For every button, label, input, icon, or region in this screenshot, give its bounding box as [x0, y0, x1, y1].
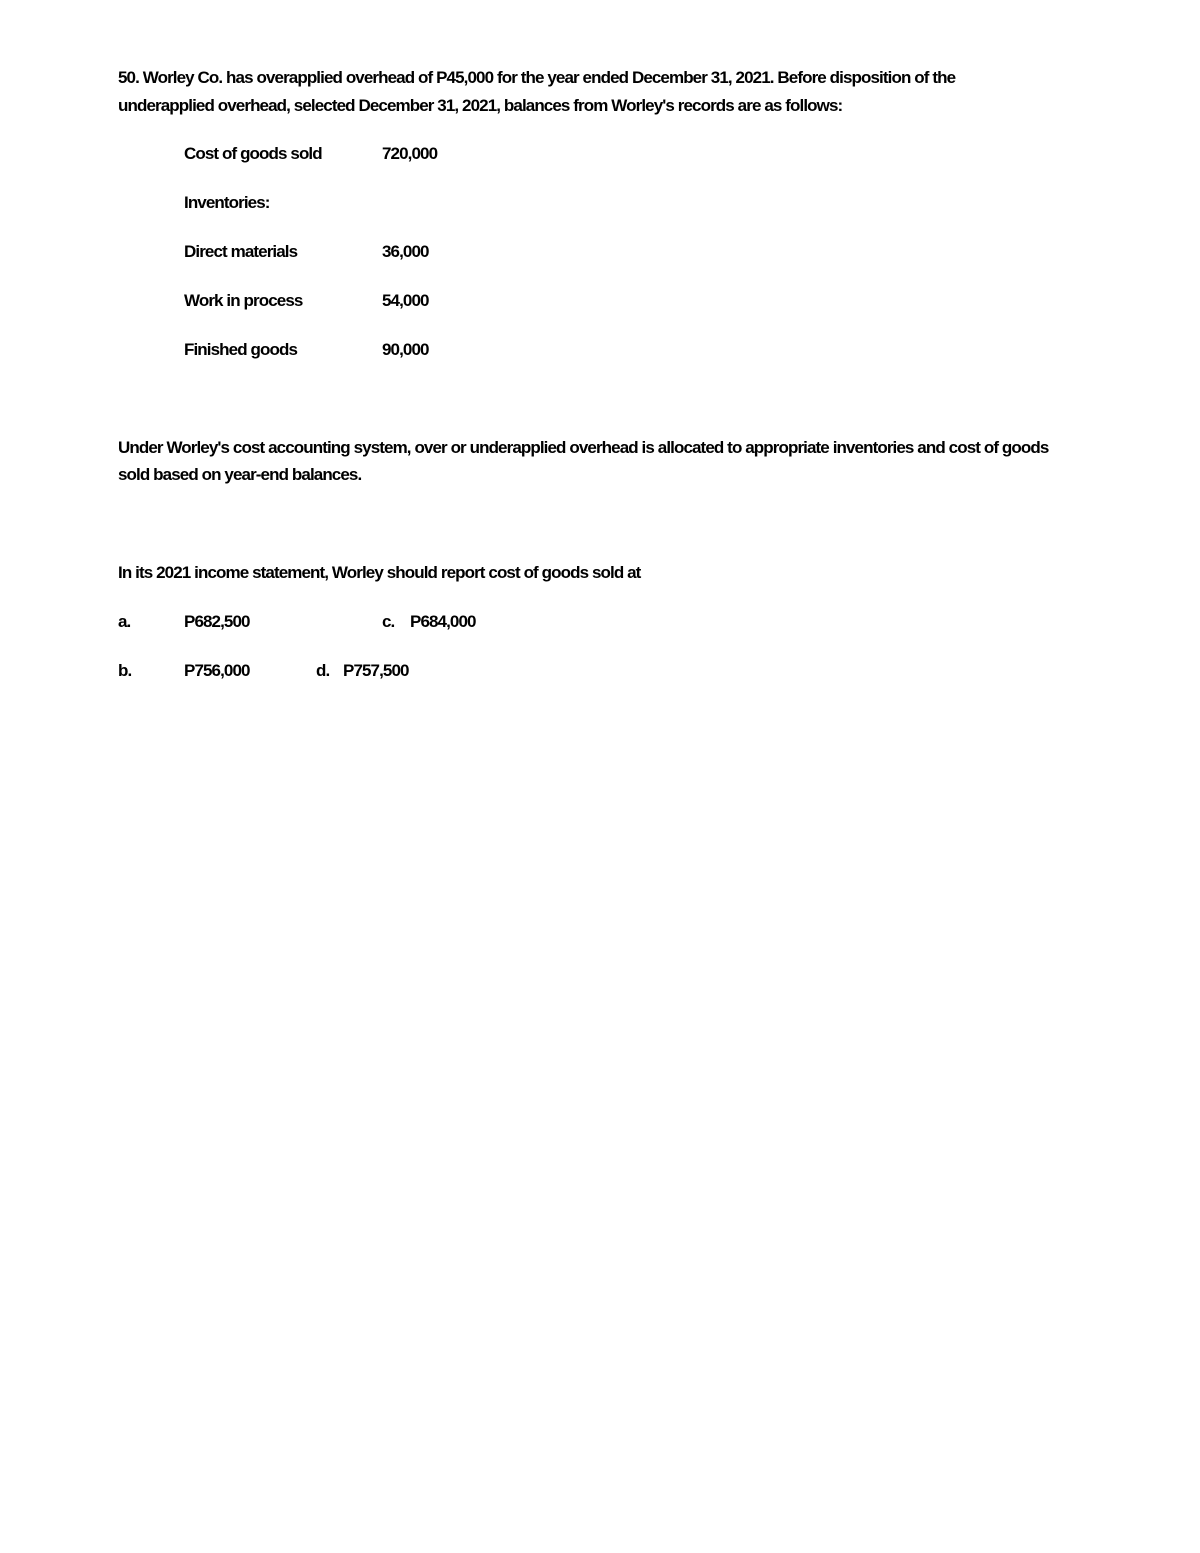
balance-label: Cost of goods sold — [184, 144, 322, 163]
choice-d-letter: d. — [316, 661, 330, 680]
question-intro-line-2: underapplied overhead, selected December 31, 2021, balances from Worley's records are as follows: — [118, 96, 843, 115]
choice-c-value: P684,000 — [410, 612, 476, 631]
balance-label: Finished goods — [184, 340, 298, 359]
choice-d-value: P757,500 — [343, 661, 409, 680]
balance-label: Inventories: — [184, 193, 270, 212]
question-prompt: In its 2021 income statement, Worley should report cost of goods sold at — [118, 563, 641, 582]
balance-value: 36,000 — [382, 242, 429, 261]
balance-value: 90,000 — [382, 340, 429, 359]
balance-value: 54,000 — [382, 291, 429, 310]
allocation-note-line-1: Under Worley's cost accounting system, over or underapplied overhead is allocated to appropriate inventories and cost of goods — [118, 438, 1049, 457]
choice-c-letter: c. — [382, 612, 395, 631]
choice-a-letter: a. — [118, 612, 131, 631]
question-intro-line-1: 50. Worley Co. has overapplied overhead of P45,000 for the year ended December 31, 2021. Before disposition of the — [118, 68, 956, 87]
balance-value: 720,000 — [382, 144, 438, 163]
balance-label: Direct materials — [184, 242, 298, 261]
balance-label: Work in process — [184, 291, 303, 310]
choice-b-letter: b. — [118, 661, 132, 680]
choice-b-value: P756,000 — [184, 661, 250, 680]
choice-a-value: P682,500 — [184, 612, 250, 631]
allocation-note-line-2: sold based on year-end balances. — [118, 465, 362, 484]
